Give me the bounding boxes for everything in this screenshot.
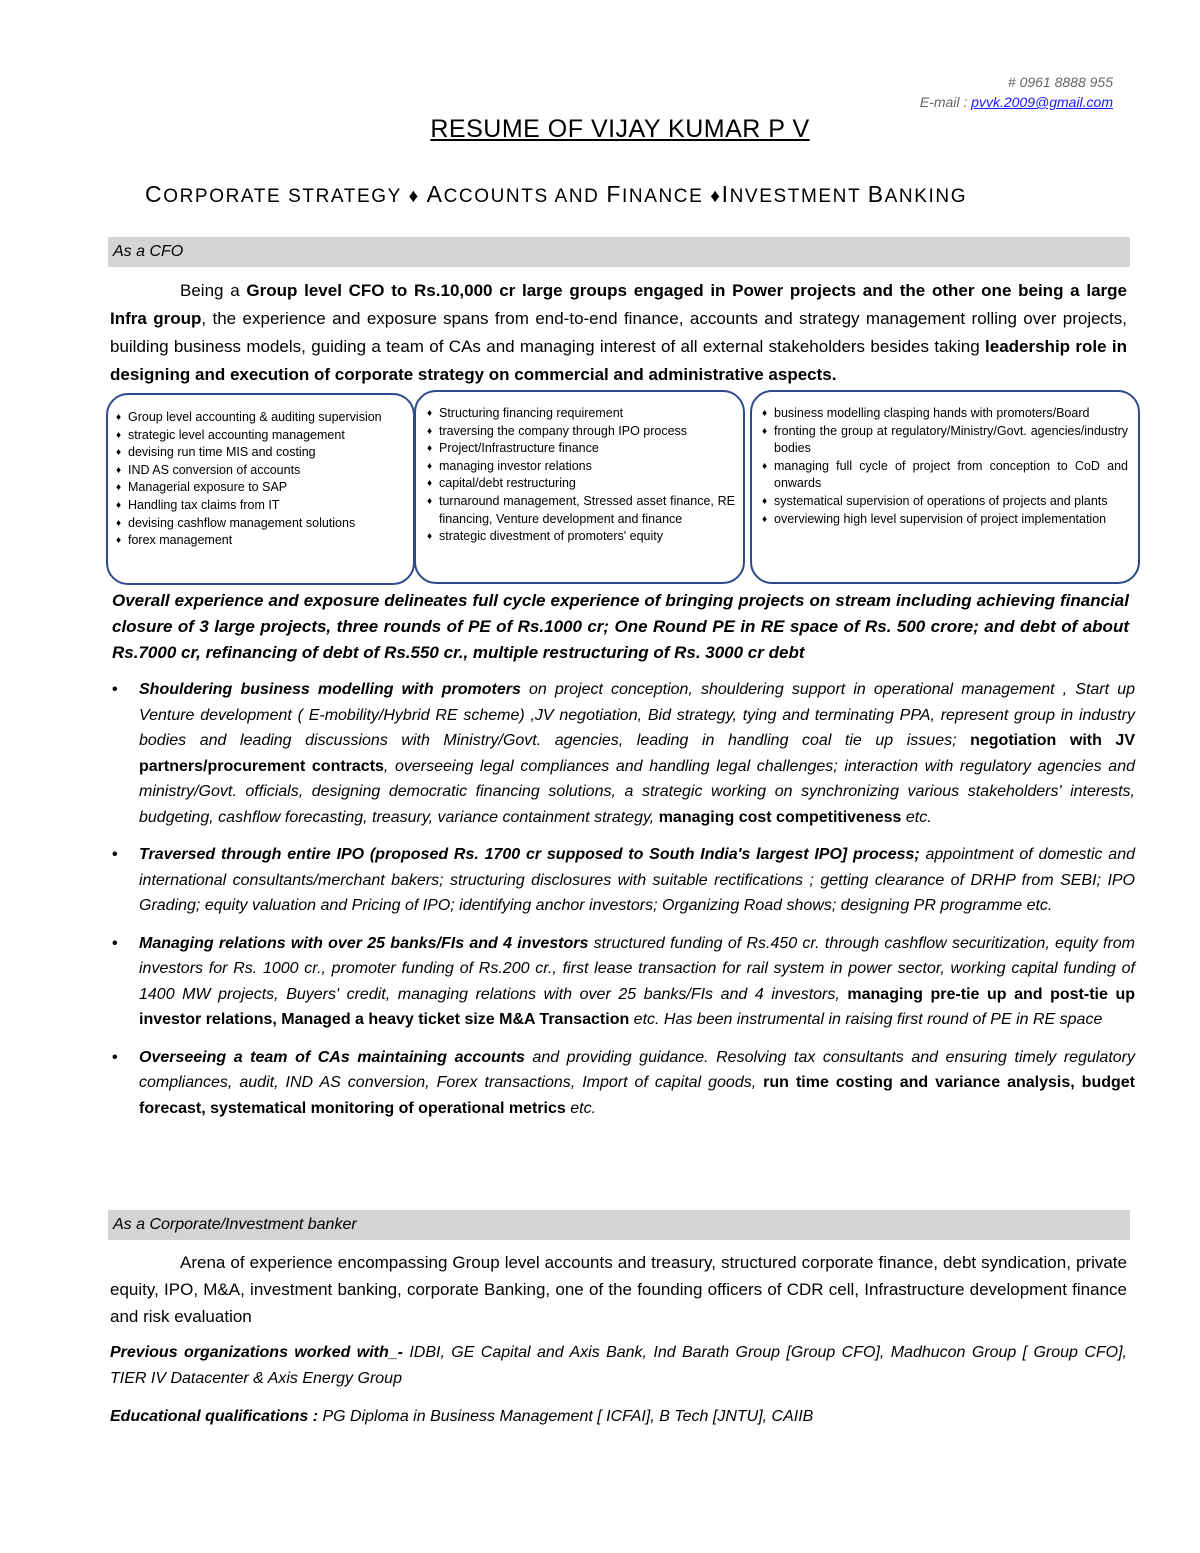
list-item: ♦ fronting the group at regulatory/Ministry/Govt. agencies/industry bodies — [762, 423, 1128, 458]
bullet-bold: negotiation with JV partners/procurement contracts — [139, 732, 1135, 775]
email-label: E-mail : — [919, 94, 972, 110]
educational-qualifications — [110, 1404, 1127, 1430]
banker-arena-paragraph — [110, 1249, 1127, 1330]
list-item: ♦ strategic divestment of promoters' equity — [427, 528, 735, 546]
list-item — [110, 677, 1135, 830]
list-item — [110, 931, 1135, 1033]
subtitle-text: INANCE — [622, 186, 704, 207]
bullet-text: on project conception, shouldering support in operational management , Start up Venture development ( E-mobility/Hybrid RE scheme) ,JV negotiation, Bid strategy, tying and terminating PPA, represent group in industry bodies and leading discussions with Ministry/Govt. agencies, leading in handling coal tie up issues; — [139, 681, 1136, 749]
list-item: ♦ strategic level accounting management — [116, 427, 405, 445]
subtitle-cap: I — [721, 181, 730, 207]
list-item: ♦ traversing the company through IPO process — [427, 423, 735, 441]
subtitle-cap: F — [606, 181, 623, 207]
phone-number: # 0961 8888 955 — [1007, 74, 1113, 90]
list-item: ♦ IND AS conversion of accounts — [116, 462, 405, 480]
bullet-bold: run time costing and variance analysis, budget forecast, systematical monitoring of operational metrics — [139, 1074, 1136, 1117]
list-item: ♦ capital/debt restructuring — [427, 475, 735, 493]
bullet-bold: Shouldering business modelling with promoters — [139, 681, 521, 698]
intro-bold: Group level CFO to Rs.10,000 cr large groups engaged in Power projects and the other one being a large Infra group — [110, 281, 1127, 328]
bullet-text: appointment of domestic and international consultants/merchant bakers; structuring disclosures with suitable rectifications ; getting clearance of DRHP from SEBI; IPO Grading; equity valuation and Pricing of IPO; identifying anchor investors; Organizing Road shows; designing PR programme etc. — [139, 846, 1135, 914]
list-item: ♦ Handling tax claims from IT — [116, 497, 405, 515]
resume-title: RESUME OF VIJAY KUMAR P V — [430, 115, 810, 143]
skills-list-accounting — [116, 409, 405, 550]
previous-orgs-label: Previous organizations worked with_- — [110, 1344, 403, 1361]
previous-organizations — [110, 1340, 1127, 1392]
intro-text: Being a — [180, 281, 247, 300]
arena-text: Arena of experience encompassing Group level accounts and treasury, structured corporate finance, debt syndication, private equity, IPO, M&A, investment banking, corporate Banking, one of the founding officers of CDR cell, Infrastructure development finance and risk evaluation — [110, 1253, 1127, 1326]
intro-text: , the experience and exposure spans from end-to-end finance, accounts and strategy management rolling over projects, building business models, guiding a team of CAs and managing interest of all external stakeholders besides taking — [110, 309, 1128, 356]
list-item: ♦ devising run time MIS and costing — [116, 444, 405, 462]
bullet-bold: managing cost competitiveness — [658, 808, 902, 826]
banker-section-heading: As a Corporate/Investment banker — [108, 1210, 1130, 1240]
intro-bold: leadership role in designing and execution of corporate strategy on commercial and administrative aspects. — [110, 337, 1127, 384]
list-item — [110, 842, 1135, 919]
bullet-bold: Managing relations with over 25 banks/FIs and 4 investors — [139, 934, 589, 952]
bullet-bold: managing pre-tie up and post-tie up investor relations, Managed a heavy ticket size M&A Transaction — [139, 985, 1135, 1028]
list-item: ♦ devising cashflow management solutions — [116, 515, 405, 533]
experience-bullets — [110, 677, 1135, 1133]
list-item: ♦ managing investor relations — [427, 458, 735, 476]
bullet-text: and providing guidance. Resolving tax consultants and ensuring timely regulatory compliances, audit, IND AS conversion, Forex transactions, Import of capital goods, — [139, 1048, 1135, 1091]
subtitle-cap: A — [426, 181, 444, 207]
list-item: ♦ Managerial exposure to SAP — [116, 479, 405, 497]
subtitle-cap: C — [145, 181, 164, 207]
subtitle-separator: ♦ — [703, 186, 722, 207]
email-line — [920, 92, 1113, 112]
skills-box-financing — [414, 390, 745, 584]
skills-list-financing — [427, 405, 735, 546]
bullet-bold: Overseeing a team of CAs maintaining accounts — [139, 1048, 525, 1066]
bullet-text: etc. Has been instrumental in raising first round of PE in RE space — [629, 1011, 1103, 1028]
contact-block — [920, 72, 1113, 112]
list-item: ♦ Structuring financing requirement — [427, 405, 735, 423]
subtitle-separator: ♦ — [401, 186, 427, 207]
list-item: ♦ overviewing high level supervision of project implementation — [762, 511, 1128, 529]
bullet-bold: Traversed through entire IPO (proposed Rs. 1700 cr supposed to South India's largest IPO] process; — [139, 846, 920, 863]
subtitle-text: NVESTMENT — [729, 186, 868, 207]
cfo-intro-paragraph — [110, 277, 1127, 389]
list-item: ♦ business modelling clasping hands with promoters/Board — [762, 405, 1128, 423]
list-item: ♦ forex management — [116, 532, 405, 550]
list-item: ♦ Project/Infrastructure finance — [427, 440, 735, 458]
bullet-text: etc. — [565, 1099, 597, 1117]
bullet-text: structured funding of Rs.450 cr. through cashflow securitization, equity from investors for Rs. 1000 cr., promoter funding of Rs.200 cr., first lease transaction for rail system in power sector, working capital funding of 1400 MW projects, Buyers' credit, managing relations with over 25 banks/FIs and 4 investors, — [139, 934, 1135, 1003]
list-item: ♦ managing full cycle of project from conception to CoD and onwards — [762, 458, 1128, 493]
list-item: ♦ systematical supervision of operations of projects and plants — [762, 493, 1128, 511]
education-label: Educational qualifications : — [110, 1408, 319, 1425]
cfo-section-heading: As a CFO — [108, 237, 1130, 267]
email-link[interactable]: pvvk.2009@gmail.com — [971, 94, 1113, 110]
list-item: ♦ Group level accounting & auditing supervision — [116, 409, 405, 427]
list-item: ♦ turnaround management, Stressed asset finance, RE financing, Venture development and finance — [427, 493, 735, 528]
list-item — [110, 1045, 1135, 1122]
skills-box-accounting — [106, 393, 415, 585]
subtitle-text: ORPORATE STRATEGY — [163, 186, 402, 207]
previous-orgs-value: IDBI, GE Capital and Axis Bank, Ind Barath Group [Group CFO], Madhucon Group [ Group CFO], TIER IV Datacenter & Axis Energy Group — [110, 1344, 1128, 1387]
resume-subtitle — [145, 181, 967, 208]
subtitle-text: CCOUNTS AND — [443, 186, 607, 207]
skills-box-strategy — [750, 390, 1140, 584]
subtitle-text: ANKING — [884, 186, 968, 207]
education-value: PG Diploma in Business Management [ ICFAI], B Tech [JNTU], CAIIB — [318, 1408, 814, 1425]
skills-list-strategy — [762, 405, 1128, 528]
subtitle-cap: B — [867, 181, 885, 207]
bullet-text: , overseeing legal compliances and handling legal challenges; interaction with regulatory agencies and ministry/Govt. officials, designing democratic financing solutions, a strategic working on synchronizing various stakeholders' interests, budgeting, cashflow forecasting, treasury, variance containment strategy, — [139, 757, 1136, 826]
overall-experience: Overall experience and exposure delineates full cycle experience of bringing projects on stream including achieving financial closure of 3 large projects, three rounds of PE of Rs.1000 cr; One Round PE in RE space of Rs. 500 crore; and debt of about Rs.7000 cr, refinancing of debt of Rs.550 cr., multiple restructuring of Rs. 3000 cr debt — [112, 591, 1129, 662]
bullet-text: etc. — [901, 808, 932, 826]
